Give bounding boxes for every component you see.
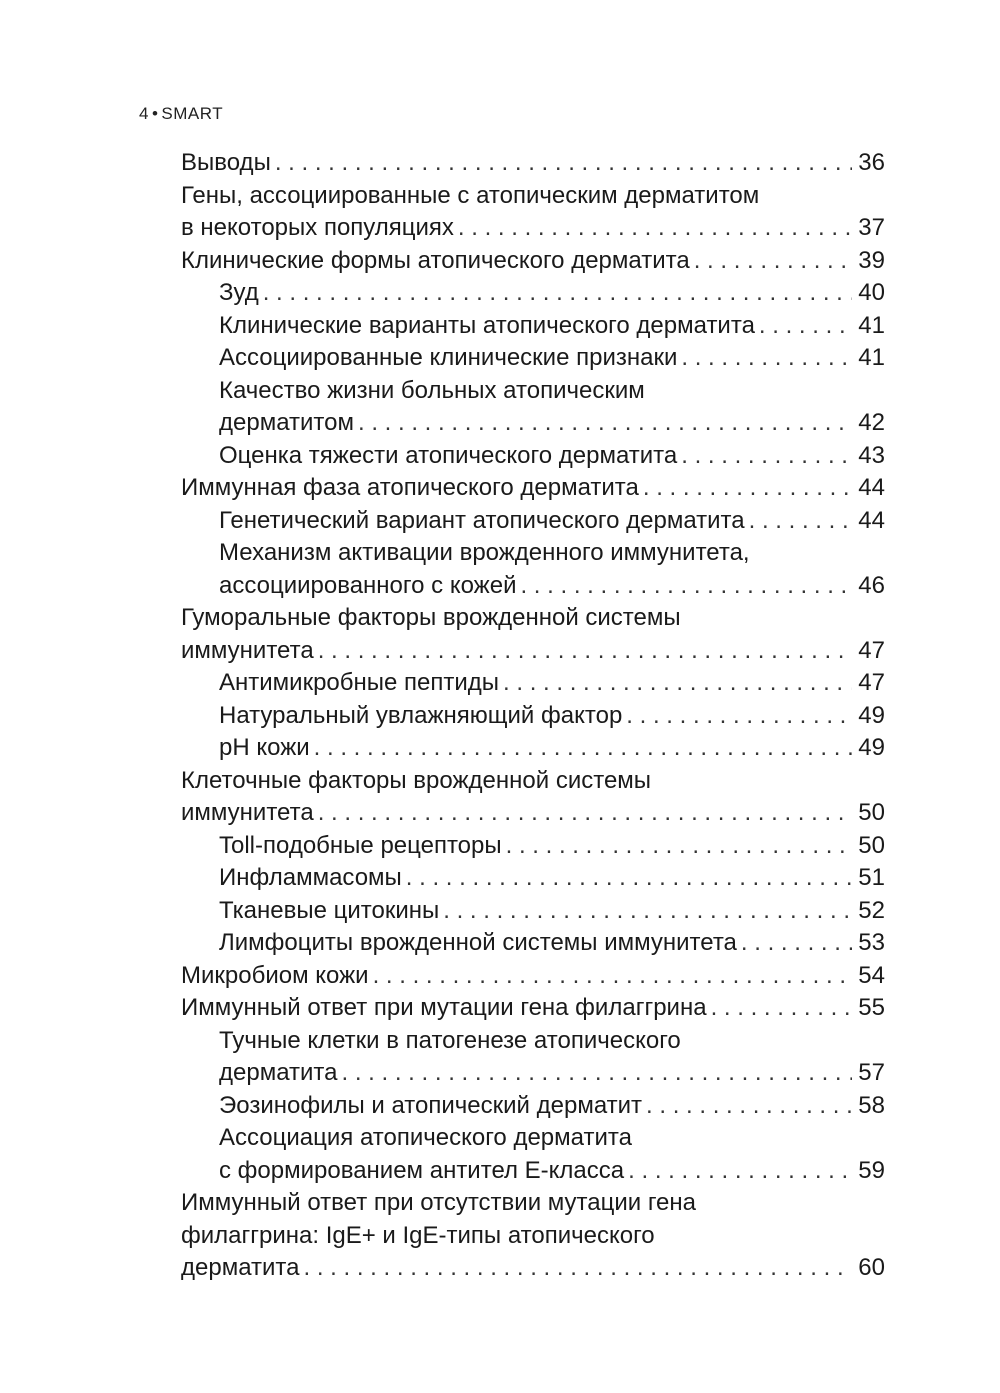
toc-entry[interactable] [181,375,885,440]
toc-entry-title: ассоциированного с кожей [219,571,517,599]
toc-entry-title-line: Качество жизни больных атопическим [219,376,645,404]
dot-leader [263,277,853,310]
toc-entry[interactable] [181,927,885,960]
toc-page-number: 41 [858,311,885,339]
table-of-contents [181,147,885,1285]
toc-entry[interactable] [181,732,885,765]
toc-page-number: 51 [858,864,885,891]
dot-leader [506,830,853,863]
dot-leader [741,927,852,960]
toc-page-number: 42 [858,409,885,436]
toc-entry-title-line: Ассоциация атопического дерматита [219,1124,632,1151]
toc-entry[interactable] [181,895,885,928]
page-number: 4 [139,104,149,123]
toc-entry-title-line: Иммунный ответ при отсутствии мутации гена [181,1189,697,1216]
toc-entry-title: Ассоциированные клинические признаки [219,344,678,371]
toc-page-number: 49 [858,734,885,761]
dot-leader [520,570,852,603]
toc-page-number: 37 [858,214,885,241]
dot-leader [318,635,853,668]
toc-page-number: 50 [858,831,885,859]
toc-entry-title-line: Гены, ассоциированные с атопическим дерматитом [181,181,760,209]
toc-page-number: 43 [858,441,885,469]
toc-entry[interactable] [181,342,885,375]
dot-leader [626,700,852,733]
toc-entry-title: иммунитета [181,636,314,664]
toc-entry-title: Антимикробные пептиды [219,669,500,696]
dot-leader [304,1252,853,1285]
toc-entry-title: Генетический вариант атопического дерматита [219,506,745,534]
dot-leader [342,1057,853,1090]
toc-entry[interactable] [181,1025,885,1090]
dot-leader [358,407,852,440]
toc-entry-title: Иммунный ответ при мутации гена филаггрина [181,994,707,1021]
toc-entry[interactable] [181,960,885,993]
toc-entry-title: Эозинофилы и атопический дерматит [219,1091,643,1119]
dot-leader [373,960,853,993]
toc-entry-title-line: Механизм активации врожденного иммунитета, [219,539,750,566]
toc-entry-title: с формированием антител Е-класса [219,1156,625,1184]
toc-entry-title: дерматита [181,1254,300,1281]
toc-entry[interactable] [181,277,885,310]
toc-page-number: 55 [858,994,885,1021]
toc-page-number: 41 [858,344,885,371]
dot-leader [503,667,852,700]
toc-page-number: 59 [858,1156,885,1184]
toc-entry-title-line: Клеточные факторы врожденной системы [181,766,652,794]
toc-entry-title-line: Тучные клетки в патогенезе атопического [219,1026,681,1054]
toc-page-number: 49 [858,701,885,729]
dot-leader [646,1090,852,1123]
dot-leader [275,147,852,180]
toc-page-number: 46 [858,571,885,599]
dot-leader [458,212,852,245]
dot-leader [318,797,853,830]
toc-entry-title: дерматитом [219,409,354,436]
toc-page-number: 53 [858,929,885,956]
toc-entry[interactable] [181,765,885,830]
toc-entry[interactable] [181,310,885,343]
toc-entry[interactable] [181,862,885,895]
toc-entry-title: рН кожи [219,734,310,761]
toc-page-number: 44 [858,474,885,501]
toc-entry[interactable] [181,440,885,473]
toc-entry-title: Натуральный увлажняющий фактор [219,701,623,729]
toc-page-number: 57 [858,1059,885,1086]
dot-leader [711,992,853,1025]
toc-entry-title: Инфламмасомы [219,864,402,891]
toc-entry[interactable] [181,1090,885,1123]
toc-entry-title: Оценка тяжести атопического дерматита [219,441,678,469]
toc-entry-title: Toll-подобные рецепторы [219,831,502,859]
toc-entry-title: Иммунная фаза атопического дерматита [181,474,639,501]
toc-page-number: 60 [858,1254,885,1281]
toc-entry-title: Зуд [219,279,259,306]
toc-entry-title: Лимфоциты врожденной системы иммунитета [219,929,737,956]
dot-leader [749,505,853,538]
toc-entry-title: Выводы [181,149,271,176]
toc-page-number: 47 [858,669,885,696]
dot-leader [643,472,852,505]
toc-page-number: 47 [858,636,885,664]
toc-entry-title: в некоторых популяциях [181,214,454,241]
toc-page-number: 50 [858,799,885,826]
dot-leader [681,342,852,375]
toc-entry-title: иммунитета [181,799,314,826]
toc-page-number: 44 [858,506,885,534]
series-title: SMART [161,104,224,123]
separator-dot: • [151,104,159,123]
toc-entry-title-line: филаггрина: IgE+ и IgE-типы атопического [181,1221,655,1249]
toc-entry[interactable] [181,505,885,538]
toc-entry-title: Клинические варианты атопического дерматита [219,311,755,339]
dot-leader [681,440,852,473]
toc-entry[interactable] [181,1122,885,1187]
toc-page-number: 52 [858,896,885,924]
toc-entry[interactable] [181,700,885,733]
toc-entry[interactable] [181,472,885,505]
dot-leader [314,732,853,765]
toc-entry-title-line: Гуморальные факторы врожденной системы [181,604,681,631]
dot-leader [443,895,852,928]
toc-entry-title: Микробиом кожи [181,961,369,989]
toc-page-number: 39 [858,246,885,274]
toc-entry[interactable] [181,667,885,700]
dot-leader [406,862,853,895]
toc-entry[interactable] [181,830,885,863]
toc-entry[interactable] [181,147,885,180]
toc-entry-title: дерматита [219,1059,338,1086]
dot-leader [759,310,852,343]
toc-page-number: 58 [858,1091,885,1119]
toc-page-number: 36 [858,149,885,176]
toc-entry[interactable] [181,180,885,245]
toc-entry[interactable] [181,992,885,1025]
toc-entry[interactable] [181,602,885,667]
toc-entry[interactable] [181,537,885,602]
toc-entry-title: Тканевые цитокины [219,896,440,924]
dot-leader [628,1155,852,1188]
dot-leader [694,245,853,278]
toc-page-number: 54 [858,961,885,989]
toc-entry[interactable] [181,245,885,278]
toc-entry-title: Клинические формы атопического дерматита [181,246,690,274]
toc-page-number: 40 [858,279,885,306]
toc-entry[interactable] [181,1187,885,1285]
running-head [139,104,223,124]
